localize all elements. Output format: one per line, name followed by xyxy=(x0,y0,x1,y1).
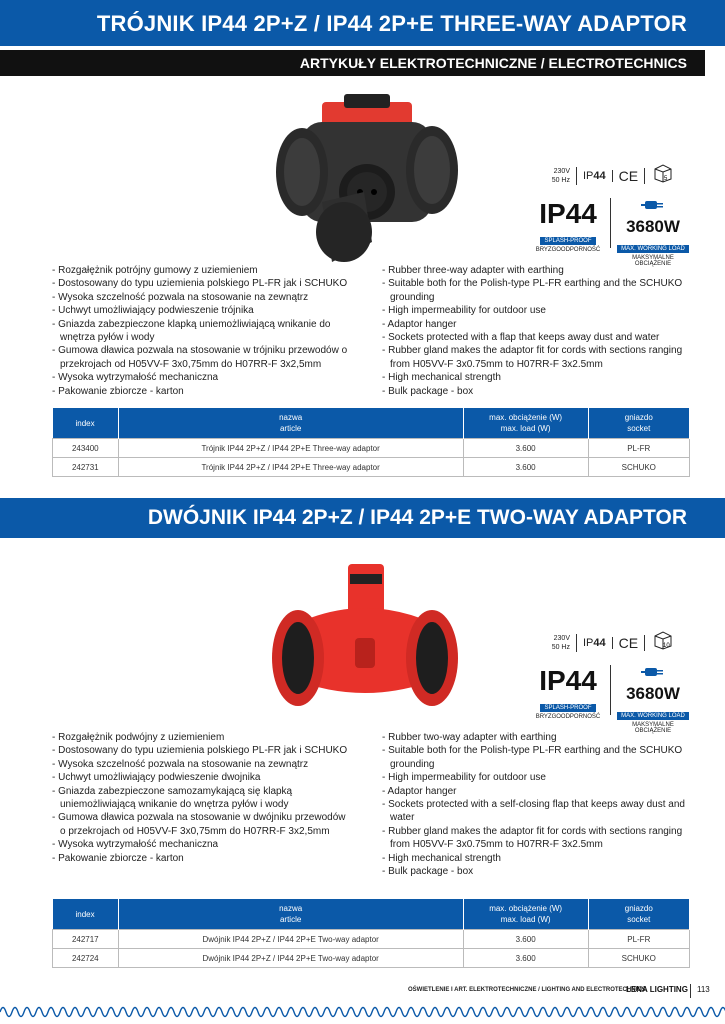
ip44-badge-2 xyxy=(534,666,602,720)
ip-prefix: IP xyxy=(583,636,594,649)
footer-brand: LENA LIGHTING xyxy=(626,985,688,994)
table-cell: Trójnik IP44 2P+Z / IP44 2P+E Three-way adaptor xyxy=(118,439,463,458)
section1-title: TRÓJNIK IP44 2P+Z / IP44 2P+E THREE-WAY ADAPTOR xyxy=(0,0,725,46)
ce-mark-icon: CE xyxy=(613,168,645,184)
frequency-label: 50 Hz xyxy=(551,176,570,184)
description-line: - Rubber three-way adapter with earthing xyxy=(382,265,564,276)
table-row xyxy=(53,439,690,458)
badge-divider xyxy=(610,665,611,715)
section2-title: DWÓJNIK IP44 2P+Z / IP44 2P+E TWO-WAY ADAPTOR xyxy=(0,498,725,538)
description-line: - Suitable both for the Polish-type PL-FR earthing and the SCHUKO grounding xyxy=(382,745,683,770)
product-table-1 xyxy=(52,408,690,477)
table-cell: Dwójnik IP44 2P+Z / IP44 2P+E Two-way adaptor xyxy=(118,949,463,968)
description-line: - Adaptor hanger xyxy=(382,318,457,330)
three-way-adaptor-image xyxy=(272,92,462,270)
table-header-cell: index xyxy=(53,899,119,930)
footer-category: OŚWIETLENIE I ART. ELEKTROTECHNICZNE / LIGHTING AND ELECTROTECHNICS xyxy=(408,987,646,993)
description-line: - Uchwyt umożliwiający podwieszenie trójnika xyxy=(52,305,254,317)
splash-proof-label: SPLASH-PROOF xyxy=(540,704,595,712)
table-row xyxy=(53,949,690,968)
plug-icon xyxy=(641,198,665,212)
description-line: - Bulk package - box xyxy=(382,385,474,397)
description-pl-1 xyxy=(52,264,352,398)
plug-icon xyxy=(641,665,665,679)
ip44-value: IP44 xyxy=(539,665,597,696)
table-header-cell: nazwa article xyxy=(118,408,463,439)
description-line: - Wysoka szczelność pozwala na stosowanie na zewnątrz xyxy=(52,291,309,303)
table-cell: PL-FR xyxy=(588,930,689,949)
package-qty: 10 xyxy=(663,643,670,649)
max-load-label: MAX. WORKING LOAD xyxy=(617,245,689,253)
cert-row-1 xyxy=(544,163,673,188)
table-cell: 3.600 xyxy=(463,439,588,458)
package-box-icon xyxy=(645,630,673,655)
description-line: - Pakowanie zbiorcze - karton xyxy=(52,385,184,397)
table-cell: 242724 xyxy=(53,949,119,968)
description-line: - High mechanical strength xyxy=(382,372,501,384)
max-load-pl: MAKSYMALNE OBCIĄŻENIE xyxy=(632,255,674,267)
description-line: - Gumowa dławica pozwala na stosowanie w trójniku przewodów o przekrojach od H05VV-F 3x0,75mm do H07RR-F 3x2,5mm xyxy=(52,345,348,370)
table-cell: Dwójnik IP44 2P+Z / IP44 2P+E Two-way adaptor xyxy=(118,930,463,949)
splash-proof-label: SPLASH-PROOF xyxy=(540,237,595,245)
description-line: - Sockets protected with a flap that keeps away dust and water xyxy=(382,332,660,344)
voltage-label: 230V xyxy=(553,167,570,175)
splash-proof-pl: BRYZGOODPORNOŚĆ xyxy=(535,247,601,253)
table-header-cell: index xyxy=(53,408,119,439)
description-line: - Pakowanie zbiorcze - karton xyxy=(52,852,184,864)
description-line: - Rubber gland makes the adaptor fit for cords with sections ranging from H05VV-F 3x0.75mm to H07RR-F 3x2.5mm xyxy=(382,825,683,851)
description-line: - High mechanical strength xyxy=(382,852,501,864)
product-table-2 xyxy=(52,899,690,968)
max-load-pl: MAKSYMALNE OBCIĄŻENIE xyxy=(632,722,674,734)
description-line: - Wysoka szczelność pozwala na stosowanie na zewnątrz xyxy=(52,758,309,770)
ip-number: 44 xyxy=(593,636,606,649)
description-en-1 xyxy=(382,264,692,398)
description-line: - Rubber two-way adapter with earthing xyxy=(382,732,557,743)
description-line: - Gniazda zabezpieczone klapką uniemożliwiającą wnikanie do wnętrza pyłów i wody xyxy=(52,318,331,344)
page-number: 113 xyxy=(697,985,710,994)
description-line: - Rubber gland makes the adaptor fit for cords with sections ranging from H05VV-F 3x0.75mm to H07RR-F 3x2.5mm xyxy=(382,345,683,370)
ip-number: 44 xyxy=(593,169,606,182)
table-header-cell: gniazdo socket xyxy=(588,899,689,930)
package-box-icon xyxy=(645,163,673,188)
table-cell: 3.600 xyxy=(463,930,588,949)
table-cell: 242717 xyxy=(53,930,119,949)
table-header-cell: nazwa article xyxy=(118,899,463,930)
description-line: - Dostosowany do typu uziemienia polskiego PL-FR jak i SCHUKO xyxy=(52,745,348,757)
description-line: - Uchwyt umożliwiający podwieszenie dwojnika xyxy=(52,772,261,784)
table-cell: 243400 xyxy=(53,439,119,458)
table-cell: 3.600 xyxy=(463,458,588,477)
table-header-cell: max. obciążenie (W) max. load (W) xyxy=(463,899,588,930)
description-pl-2 xyxy=(52,731,352,865)
table-cell: Trójnik IP44 2P+Z / IP44 2P+E Three-way adaptor xyxy=(118,458,463,477)
description-line: - Suitable both for the Polish-type PL-FR earthing and the SCHUKO grounding xyxy=(382,278,683,303)
package-qty: 5 xyxy=(664,176,668,182)
table-cell: 242731 xyxy=(53,458,119,477)
table-cell: PL-FR xyxy=(588,439,689,458)
cert-row-2 xyxy=(544,630,673,655)
ip44-badge-1 xyxy=(534,199,602,253)
watt-value: 3680W xyxy=(626,217,680,236)
description-en-2 xyxy=(382,731,692,878)
table-header-cell: gniazdo socket xyxy=(588,408,689,439)
wave-line xyxy=(0,1008,725,1017)
watt-value: 3680W xyxy=(626,684,680,703)
table-row xyxy=(53,458,690,477)
decorative-wave xyxy=(0,1003,725,1021)
description-line: - Bulk package - box xyxy=(382,866,474,878)
ip44-value: IP44 xyxy=(539,198,597,229)
watt-badge-2 xyxy=(616,665,690,734)
ce-mark-icon: CE xyxy=(613,635,645,651)
description-line: - Gniazda zabezpieczone samozamykającą się klapką uniemożliwiającą wnikanie do wnętrza pyłów i wody xyxy=(52,785,293,811)
table-cell: 3.600 xyxy=(463,949,588,968)
description-line: - Adaptor hanger xyxy=(382,785,457,797)
table-header-row xyxy=(53,408,690,439)
description-line: - Rozgałężnik potrójny gumowy z uziemieniem xyxy=(52,265,258,276)
max-load-label: MAX. WORKING LOAD xyxy=(617,712,689,720)
category-bar: ARTYKUŁY ELEKTROTECHNICZNE / ELECTROTECHNICS xyxy=(0,50,705,76)
table-header-cell: max. obciążenie (W) max. load (W) xyxy=(463,408,588,439)
description-line: - Wysoka wytrzymałość mechaniczna xyxy=(52,839,219,851)
description-line: - High impermeability for outdoor use xyxy=(382,305,546,317)
footer-divider xyxy=(690,984,691,998)
description-line: - Gumowa dławica pozwala na stosowanie w dwójniku przewodów o przekrojach od H05VV-F 3x0,75mm do H07RR-F 3x2,5mm xyxy=(52,812,346,837)
table-header-row xyxy=(53,899,690,930)
two-way-adaptor-image xyxy=(270,558,460,724)
table-cell: SCHUKO xyxy=(588,458,689,477)
splash-proof-pl: BRYZGOODPORNOŚĆ xyxy=(535,714,601,720)
frequency-label: 50 Hz xyxy=(551,643,570,651)
voltage-label: 230V xyxy=(553,634,570,642)
table-cell: SCHUKO xyxy=(588,949,689,968)
table-row xyxy=(53,930,690,949)
description-line: - Wysoka wytrzymałość mechaniczna xyxy=(52,372,219,384)
description-line: - Rozgałężnik podwójny z uziemieniem xyxy=(52,732,225,743)
watt-badge-1 xyxy=(616,198,690,267)
description-line: - Dostosowany do typu uziemienia polskiego PL-FR jak i SCHUKO xyxy=(52,278,348,290)
ip-prefix: IP xyxy=(583,169,594,182)
description-line: - High impermeability for outdoor use xyxy=(382,772,546,784)
badge-divider xyxy=(610,198,611,248)
description-line: - Sockets protected with a self-closing flap that keeps away dust and water xyxy=(382,799,685,824)
